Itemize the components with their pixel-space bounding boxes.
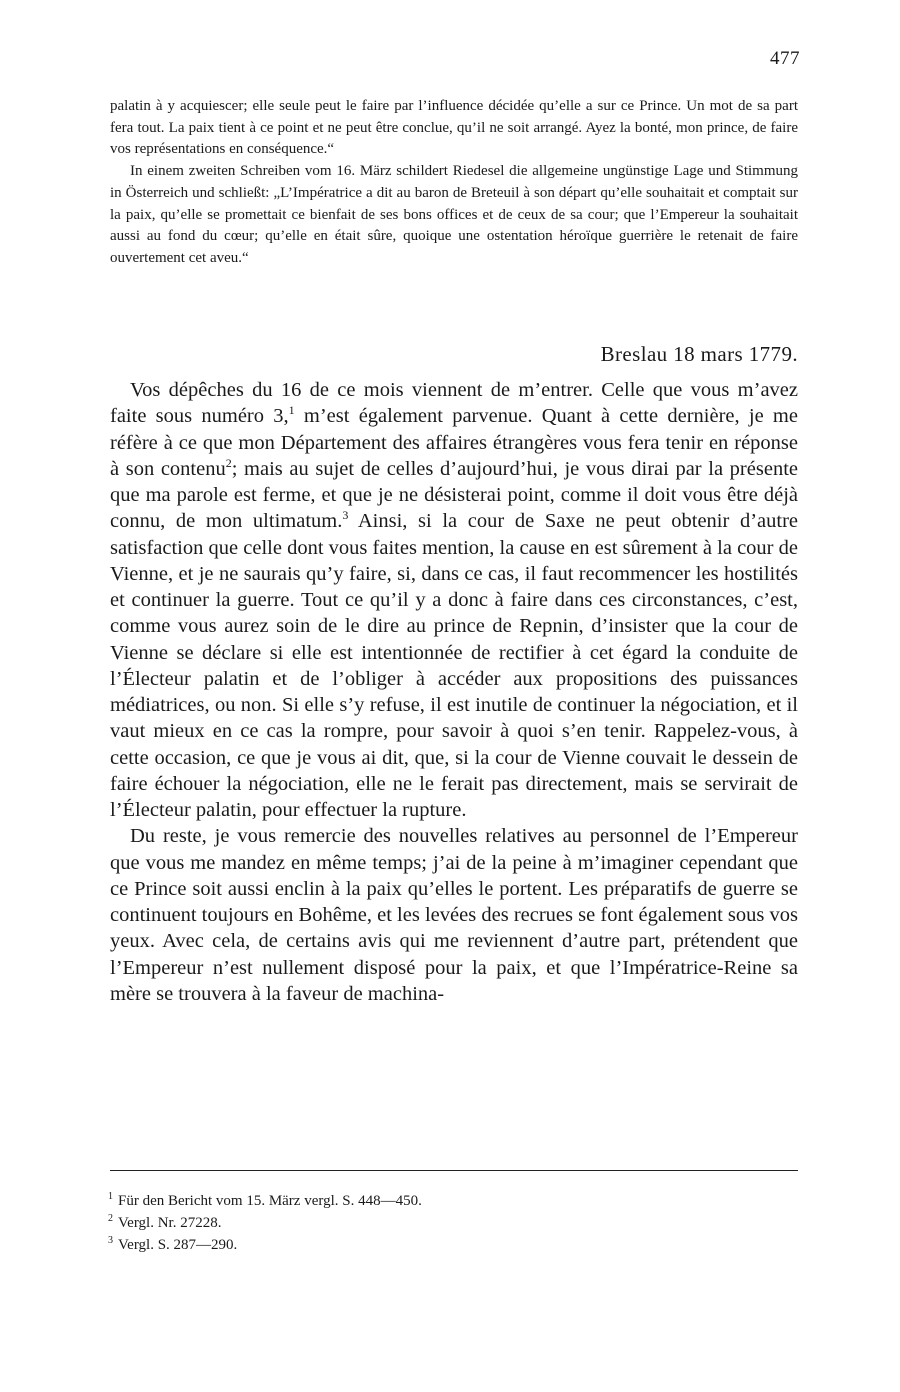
footnote-ref-3: 3 [342, 508, 349, 523]
letter-text: m’est également parvenue. Quant à cette dernière, je me réfère à ce que mon Département des affaires étrangères vous fera tenir en réponse à son contenu [110, 405, 798, 480]
footnote-3 [108, 1234, 798, 1256]
note-paragraph-2: In einem zweiten Schreiben vom 16. März schildert Riedesel die allgemeine ungünstige Lage und Stimmung in Österreich und schließt: „L’Impératrice a dit au baron de Breteuil à son départ qu’elle souhaitait et comptait sur la paix, qu’elle se promettait ce bienfait de ses bons offices et de ceux de sa cour; que l’Empereur la souhaitait aussi au fond du cœur; qu’elle en était sûre, quoique une ostentation héroïque guerrière le retenait de faire ouvertement cet aveu.“ [110, 163, 798, 266]
footnote-mark: 1 [108, 1191, 113, 1202]
footnote-ref-2: 2 [225, 455, 232, 470]
letter-paragraph-1 [110, 377, 798, 823]
footnote-text: Für den Bericht vom 15. März vergl. S. 448—450. [118, 1193, 422, 1209]
letter-paragraph-2: Du reste, je vous remercie des nouvelles relatives au personnel de l’Empereur que vous me mandez en même temps; j’ai de la peine à m’imaginer cependant que ce Prince soit aussi enclin à la paix qu’elles le portent. Les préparatifs de guerre se continuent toujours en Bohême, et les levées des recrues se font également sous vos yeux. Avec cela, de certains avis qui me reviennent d’autre part, prétendent que l’Empereur n’est nullement disposé pour la paix, et que l’Impératrice-Reine sa mère se trouvera à la faveur de machina- [110, 825, 798, 1005]
note-paragraph-1: palatin à y acquiescer; elle seule peut le faire par l’influence décidée qu’elle a sur ce Prince. Un mot de sa part fera tout. La paix tient à ce point et ne peut être conclue, qu’il ne soit arrangé. Ayez la bonté, mon prince, de faire vos représentations en conséquence.“ [110, 98, 798, 158]
letter-text: Vos dépêches du 16 de ce mois viennent de m’entrer. Celle que vous m’avez faite sous numéro 3, [110, 379, 798, 428]
footnote-text: Vergl. Nr. 27228. [118, 1215, 222, 1231]
letter-body [110, 377, 798, 1007]
editorial-note [110, 96, 798, 270]
letter-dateline: Breslau 18 mars 1779. [600, 342, 798, 366]
letter-text: Ainsi, si la cour de Saxe ne peut obtenir d’autre satisfaction que celle dont vous faites mention, la cause en est sûrement à la cour de Vienne, et je ne saurais qu’y faire, si, dans ce cas, il faut recommencer les hostilités et continuer la guerre. Tout ce qu’il y a donc à faire dans ces circonstances, c’est, comme vous aurez soin de le dire au prince de Repnin, d’insister que la cour de Vienne se déclare si elle est intentionnée de rectifier à cet égard la conduite de l’Électeur palatin et de l’obliger à accéder aux propositions des puissances médiatrices, ou non. Si elle s’y refuse, il est inutile de continuer la négociation, et il vaut mieux en ce cas la rompre, pour savoir à quoi s’en tenir. Rappelez-vous, à cette occasion, ce que je vous ai dit, que, si la cour de Vienne couvait le dessein de faire échouer la négociation, elle ne le ferait pas directement, mais se servirait de l’Électeur palatin, pour effectuer la rupture. [110, 510, 799, 821]
footnote-2 [108, 1212, 798, 1234]
footnote-mark: 2 [108, 1213, 113, 1224]
footnote-mark: 3 [108, 1235, 113, 1246]
page-number: 477 [770, 48, 800, 69]
footnote-text: Vergl. S. 287—290. [118, 1237, 238, 1253]
footnote-ref-1: 1 [288, 403, 295, 418]
letter-text: ; mais au sujet de celles d’aujourd’hui, je vous dirai par la présente que ma parole est ferme, et que je ne désisterai point, comme il doit vous être déjà connu, de mon ultimatum. [110, 457, 798, 533]
footnote-1 [108, 1190, 798, 1212]
footnote-divider [110, 1170, 798, 1171]
footnotes [108, 1190, 798, 1256]
